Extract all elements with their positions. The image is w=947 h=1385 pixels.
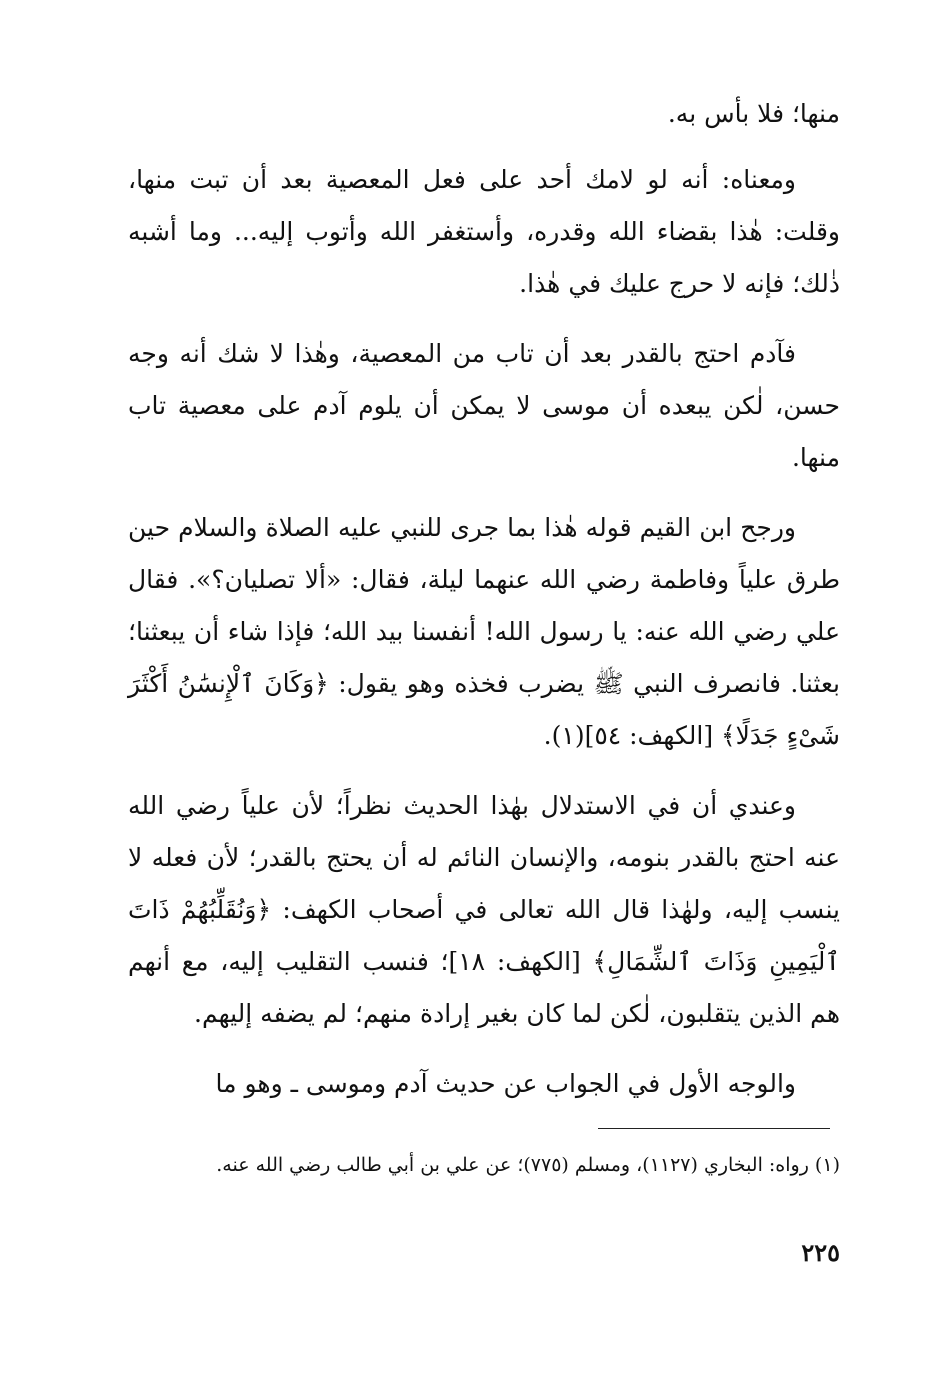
footnote: (١) رواه: البخاري (١١٢٧)، ومسلم (٧٧٥)؛ عن علي بن أبي طالب رضي الله عنه. bbox=[216, 1154, 840, 1176]
page-content bbox=[128, 88, 840, 1338]
page-number: ٢٢٥ bbox=[801, 1238, 840, 1267]
paragraph-adam: فآدم احتج بالقدر بعد أن تاب من المعصية، وهٰذا لا شك أنه وجه حسن، لٰكن يبعده أن موسى لا يمكن أن يلوم آدم على معصية تاب منها. bbox=[128, 339, 840, 472]
paragraph-opinion: وعندي أن في الاستدلال بهٰذا الحديث نظراً؛ لأن علياً رضي الله عنه احتج بالقدر بنومه، والإنسان النائم له أن يحتج بالقدر؛ لأن فعله لا ينسب إليه، ولهٰذا قال الله تعالى في أصحاب الكهف: ﴿وَنُقَلِّبُهُمْ ذَاتَ ٱلْيَمِينِ وَذَاتَ ٱلشِّمَالِ﴾ [الكهف: ١٨]؛ فنسب التقليب إليه، مع أنهم هم الذين يتقلبون، لٰكن لما كان بغير إرادة منهم؛ لم يضفه إليهم. bbox=[128, 791, 840, 1028]
paragraph-meaning: ومعناه: أنه لو لامك أحد على فعل المعصية بعد أن تبت منها، وقلت: هٰذا بقضاء الله وقدره، وأستغفر الله وأتوب إليه... وما أشبه ذٰلك؛ فإنه لا حرج عليك في هٰذا. bbox=[128, 165, 840, 298]
paragraph-ibn-qayyim: ورجح ابن القيم قوله هٰذا بما جرى للنبي عليه الصلاة والسلام حين طرق علياً وفاطمة رضي الله عنهما ليلة، فقال: «ألا تصليان؟». فقال علي رضي الله عنه: يا رسول الله! أنفسنا بيد الله؛ فإذا شاء أن يبعثنا؛ بعثنا. فانصرف النبي ﷺ يضرب فخذه وهو يقول: ﴿وَكَانَ ٱلْإِنسَٰنُ أَكْثَرَ شَىْءٍ جَدَلًا﴾ [الكهف: ٥٤](١). bbox=[128, 513, 840, 750]
paragraph-first-aspect: والوجه الأول في الجواب عن حديث آدم وموسى ـ وهو ما bbox=[215, 1069, 796, 1098]
footnote-divider bbox=[598, 1128, 830, 1129]
paragraph-continuation: منها؛ فلا بأس به. bbox=[667, 99, 840, 128]
